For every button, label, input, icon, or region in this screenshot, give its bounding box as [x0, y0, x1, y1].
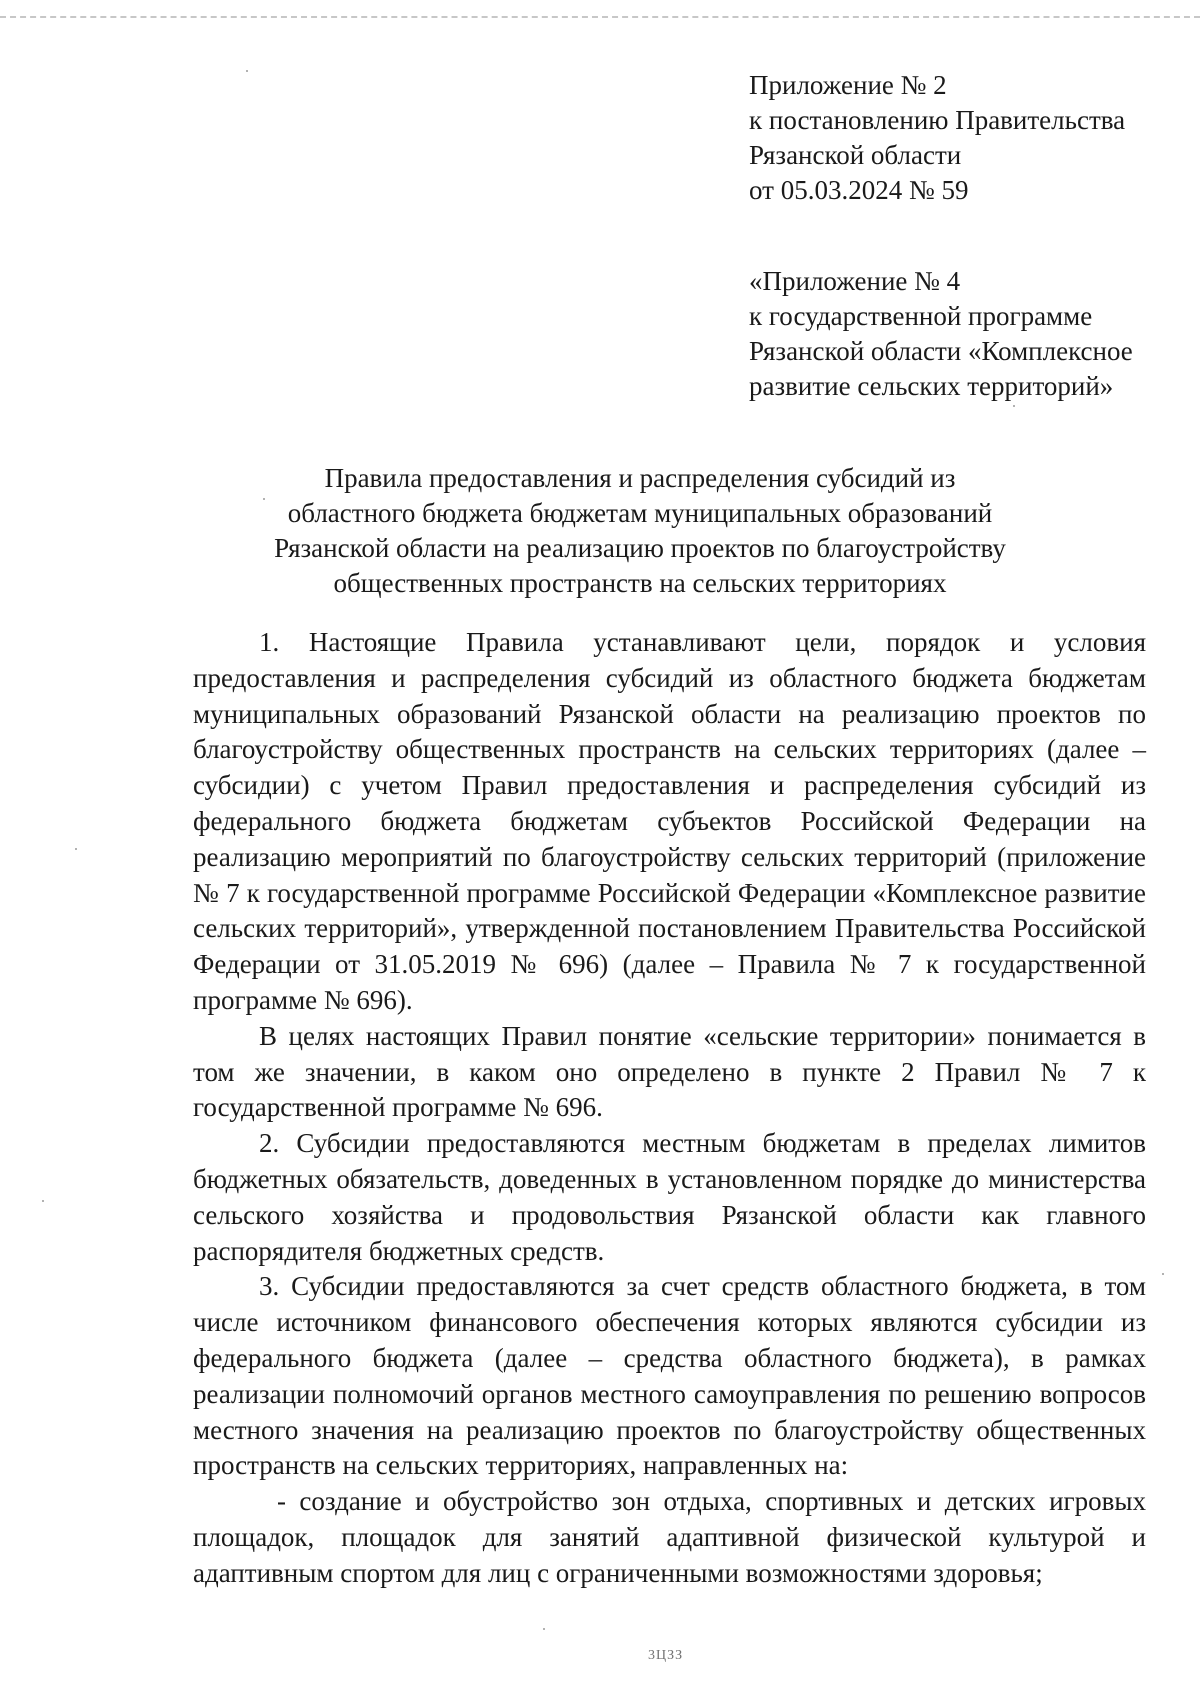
scan-speck — [543, 1628, 545, 1630]
appendix-header-line: Приложение № 2 — [749, 70, 947, 100]
rules-title-line: Правила предоставления и распределения субсидий из — [324, 463, 956, 493]
appendix-header — [749, 68, 1125, 208]
paragraph-3: 3. Субсидии предоставляются за счет средств областного бюджета, в том числе источником финансового обеспечения которых являются субсидии из федерального бюджета (далее – средства областного бюджета), в рамках реализации полномочий органов местного самоуправления по решению вопросов местного значения на реализацию проектов по благоустройству общественных пространств на сельских территориях, направленных на: — [193, 1271, 1146, 1481]
scan-footer-mark: 3ЦЗЗ — [648, 1648, 684, 1663]
scan-speck — [1013, 405, 1015, 407]
scan-speck — [246, 70, 248, 72]
paragraph-2: 2. Субсидии предоставляются местным бюджетам в пределах лимитов бюджетных обязательств, доведенных в установленном порядке до министерства сельского хозяйства и продовольствия Рязанской области как главного распорядителя бюджетных средств. — [193, 1128, 1146, 1266]
program-appendix-line: к государственной программе — [749, 301, 1093, 331]
appendix-header-line: от 05.03.2024 № 59 — [749, 175, 969, 205]
scan-speck — [42, 1200, 44, 1202]
paragraph-rural-definition: В целях настоящих Правил понятие «сельские территории» понимается в том же значении, в каком оно определено в пункте 2 Правил № 7 к государственной программе № 696. — [193, 1020, 1146, 1123]
scan-top-border — [0, 16, 1200, 18]
scan-speck — [263, 498, 265, 500]
rules-title-line: общественных пространств на сельских территориях — [333, 568, 947, 598]
rules-title-line: Рязанской области на реализацию проектов по благоустройству — [274, 533, 1006, 563]
document-body — [193, 625, 1146, 1592]
program-appendix — [749, 264, 1133, 404]
scan-speck — [75, 848, 77, 850]
rules-title-line: областного бюджета бюджетам муниципальных образований — [287, 498, 993, 528]
appendix-header-line: к постановлению Правительства — [749, 105, 1126, 135]
list-item-recreation-zones: - создание и обустройство зон отдыха, спортивных и детских игровых площадок, площадок для занятий адаптивной физической культурой и адаптивным спортом для лиц с ограниченными возможностями здоровья; — [193, 1486, 1146, 1588]
scan-speck — [1162, 1273, 1164, 1275]
rules-title — [190, 461, 1090, 601]
program-appendix-line: развитие сельских территорий» — [749, 371, 1114, 401]
paragraph-1: 1. Настоящие Правила устанавливают цели, порядок и условия предоставления и распределения субсидий из областного бюджета бюджетам муниципальных образований Рязанской области на реализацию проектов по благоустройству общественных пространств на сельских территориях (далее – субсидии) с учетом Правил предоставления и распределения субсидий из федерального бюджета бюджетам субъектов Российской Федерации на реализацию мероприятий по благоустройству сельских территорий (приложение № 7 к государственной программе Российской Федерации «Комплексное развитие сельских территорий», утвержденной постановлением Правительства Российской Федерации от 31.05.2019 № 696) (далее – Правила № 7 к государственной программе № 696). — [193, 627, 1146, 1015]
appendix-header-line: Рязанской области — [749, 140, 962, 170]
program-appendix-line: «Приложение № 4 — [749, 266, 961, 296]
program-appendix-line: Рязанской области «Комплексное — [749, 336, 1133, 366]
